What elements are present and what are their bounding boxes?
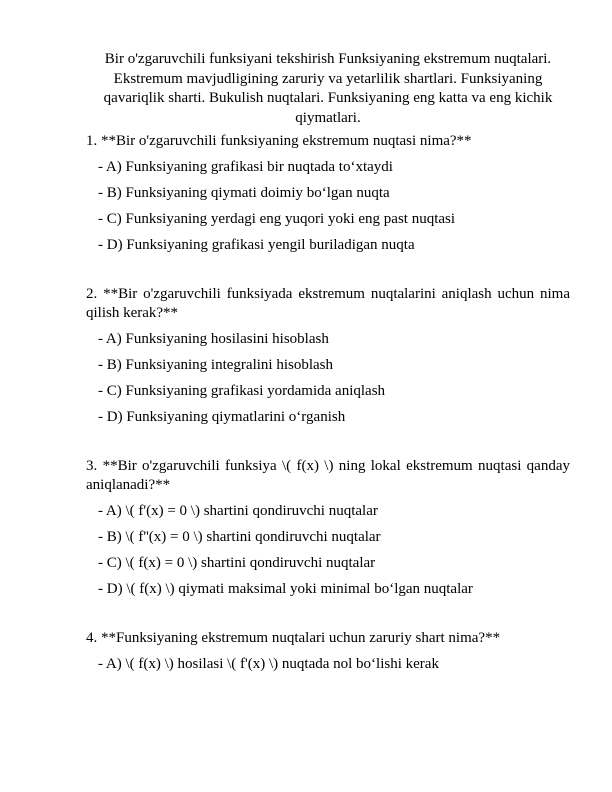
document-page — [86, 50, 570, 704]
answer-option-a: - A) \( f(x) \) hosilasi \( f'(x) \) nuqtada nol bo‘lishi kerak — [98, 656, 439, 672]
answer-option-b: - B) Funksiyaning integralini hisoblash — [98, 357, 333, 373]
question-block-3 — [86, 457, 570, 599]
question-text: 1. **Bir o'zgaruvchili funksiyaning ekstremum nuqtasi nima?** — [86, 133, 472, 149]
answer-option-d: - D) \( f(x) \) qiymati maksimal yoki minimal bo‘lgan nuqtalar — [98, 581, 473, 597]
answer-option-a: - A) \( f'(x) = 0 \) shartini qondiruvchi nuqtalar — [98, 503, 378, 519]
answer-option-b: - B) \( f''(x) = 0 \) shartini qondiruvchi nuqtalar — [98, 529, 381, 545]
question-text: 4. **Funksiyaning ekstremum nuqtalari uchun zaruriy shart nima?** — [86, 630, 501, 646]
question-text: 3. **Bir o'zgaruvchili funksiya \( f(x) \) ning lokal ekstremum nuqtasi qanday aniqlanadi?** — [86, 458, 570, 493]
answer-option-c: - C) Funksiyaning yerdagi eng yuqori yoki eng past nuqtasi — [98, 211, 456, 227]
answer-option-a: - A) Funksiyaning hosilasini hisoblash — [98, 331, 329, 347]
question-block-1 — [86, 132, 570, 255]
answer-option-d: - D) Funksiyaning grafikasi yengil buriladigan nuqta — [98, 237, 415, 253]
question-text: 2. **Bir o'zgaruvchili funksiyada ekstremum nuqtalarini aniqlash uchun nima qilish kerak?** — [86, 286, 570, 321]
question-block-2 — [86, 285, 570, 427]
answer-option-c: - C) \( f(x) = 0 \) shartini qondiruvchi nuqtalar — [98, 555, 376, 571]
answer-option-d: - D) Funksiyaning qiymatlarini o‘rganish — [98, 409, 346, 425]
answer-option-c: - C) Funksiyaning grafikasi yordamida aniqlash — [98, 383, 386, 399]
answer-option-b: - B) Funksiyaning qiymati doimiy bo‘lgan nuqta — [98, 185, 390, 201]
question-block-4 — [86, 629, 570, 674]
document-title: Bir o'zgaruvchili funksiyani tekshirish Funksiyaning ekstremum nuqtalari. Ekstremum mavjudligining zaruriy va yetarlilik shartlari. Funksiyaning qavariqlik sharti. Bukulish nuqtalari. Funksiyaning eng katta va eng kichik qiymatlari. — [103, 51, 553, 126]
answer-option-a: - A) Funksiyaning grafikasi bir nuqtada to‘xtaydi — [98, 159, 393, 175]
